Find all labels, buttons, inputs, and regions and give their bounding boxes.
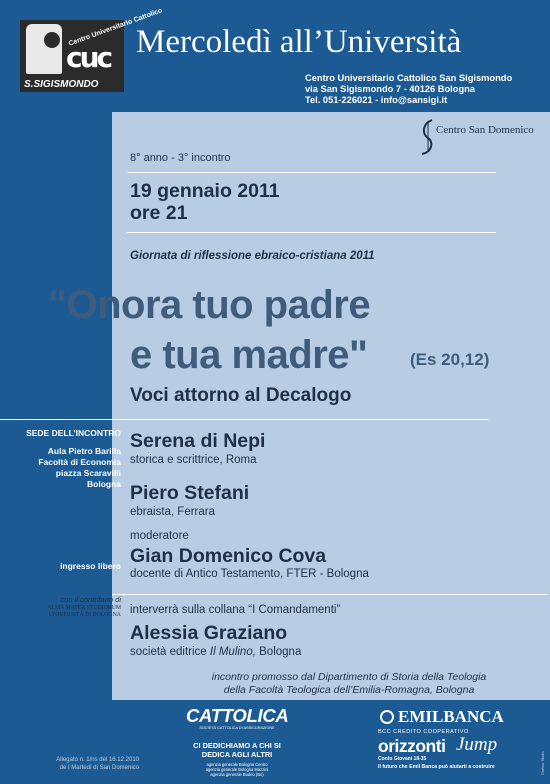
cuc-logo xyxy=(20,7,164,92)
orizzonti-logo: orizzonti xyxy=(378,736,446,756)
agency-line: agenzia generale Bologna Mazzini xyxy=(205,767,269,772)
agency-line: agenzia generale Bologna Centro xyxy=(206,762,268,767)
saint-figure-icon xyxy=(26,24,62,74)
venue-details xyxy=(0,446,121,490)
vertical-credit xyxy=(541,705,547,775)
attachment-line: Allegato n. 1/ns del 16.12.2010 xyxy=(56,757,139,763)
organizer-address xyxy=(305,73,512,106)
san-domenico-icon xyxy=(418,118,438,156)
moderator-role: docente di Antico Testamento, FTER - Bologna xyxy=(130,568,369,580)
divider xyxy=(112,594,548,595)
saint-head-icon xyxy=(44,32,60,48)
alma-line: ALMA MATER STUDIORUM xyxy=(47,605,121,611)
address-contact: Tel. 051-226021 - info@sansigi.it xyxy=(305,95,448,105)
speaker-name: Piero Stefani xyxy=(130,482,250,504)
publisher-name: Il Mulino, xyxy=(209,646,256,658)
cattolica-logo: CATTOLICA xyxy=(186,705,289,726)
address-line: via San Sigismondo 7 - 40126 Bologna xyxy=(305,84,475,94)
logo-letters: cuc xyxy=(66,41,111,74)
cattolica-tagline xyxy=(184,741,290,759)
series-intro: interverrà sulla collana “I Comandamenti” xyxy=(130,604,341,616)
guest-role-suffix: Bologna xyxy=(255,646,302,658)
event-datetime xyxy=(130,180,280,224)
partner-name: Centro San Domenico xyxy=(436,124,534,136)
credit-text: Grafica: Studio xyxy=(541,751,545,775)
logo-strip-text: S.SIGISMONDO xyxy=(20,78,124,92)
contribution-label: con il contributo di xyxy=(60,595,121,604)
speaker-role: ebraista, Ferrara xyxy=(130,506,216,518)
cattolica-agencies xyxy=(184,762,290,777)
venue-line: Facoltà di Economia xyxy=(38,457,121,467)
promotion-line: incontro promosso dal Dipartimento di Storia della Teologia xyxy=(211,671,487,683)
emilbanca-logo: EMILBANCA xyxy=(398,707,504,726)
bcc-label: BCC CREDITO COOPERATIVO xyxy=(378,729,469,735)
event-date: 19 gennaio 2011 xyxy=(130,180,280,202)
logo-arc-text: Centro Universitario Cattolico xyxy=(67,7,164,48)
event-title-line-2: e tua madre" xyxy=(130,333,368,377)
promotion-note xyxy=(150,671,548,697)
university-logo-text xyxy=(0,605,121,619)
bible-reference: (Es 20,12) xyxy=(410,350,490,369)
guest-role-prefix: società editrice xyxy=(130,646,210,658)
promotion-line: della Facoltà Teologica dell’Emilia-Romagna, Bologna xyxy=(223,684,475,696)
admission-label: ingresso libero xyxy=(60,561,121,571)
divider xyxy=(0,419,490,420)
venue-label: SEDE DELL’INCONTRO xyxy=(26,428,121,438)
divider xyxy=(126,172,496,173)
alma-line: UNIVERSITÀ DI BOLOGNA xyxy=(48,612,121,618)
event-subtitle: Voci attorno al Decalogo xyxy=(130,385,352,406)
occasion-label: Giornata di riflessione ebraico-cristiana 2011 xyxy=(130,250,375,262)
venue-line: Aula Pietro Barilla xyxy=(47,446,121,456)
moderator-label: moderatore xyxy=(130,530,189,542)
attachment-line: de I Martedì di San Domenico xyxy=(59,765,139,771)
divider xyxy=(126,232,496,233)
guest-role xyxy=(130,646,301,658)
tagline-line: CI DEDICHIAMO A CHI SI xyxy=(193,741,281,750)
cattolica-subtitle: SOCIETÀ CATTOLICA DI ASSICURAZIONE xyxy=(199,726,275,730)
event-title-line-1: "Onora tuo padre xyxy=(48,283,371,327)
attachment-note xyxy=(14,756,139,772)
edition-label: 8° anno - 3° incontro xyxy=(130,152,231,164)
conto-label: Conto Giovani 18-35 xyxy=(378,756,427,762)
address-line: Centro Universitario Cattolico San Sigismondo xyxy=(305,73,513,83)
agency-line: agenzia generale Budrio (Bo) xyxy=(210,772,264,777)
event-time: ore 21 xyxy=(130,202,188,224)
venue-line: piazza Scaravilli xyxy=(55,468,121,478)
guest-name: Alessia Graziano xyxy=(130,622,288,644)
jump-logo: Jump xyxy=(456,734,498,755)
venue-line: Bologna xyxy=(87,479,121,489)
moderator-name: Gian Domenico Cova xyxy=(130,545,327,567)
speaker-name: Serena di Nepi xyxy=(130,430,266,452)
series-title: Mercoledì all’Università xyxy=(136,24,462,60)
speaker-role: storica e scrittrice, Roma xyxy=(130,454,257,466)
emilbanca-tagline: Il futuro che Emil Banca può aiutarti a costruire xyxy=(378,764,495,770)
tagline-line: DEDICA AGLI ALTRI xyxy=(201,750,273,759)
